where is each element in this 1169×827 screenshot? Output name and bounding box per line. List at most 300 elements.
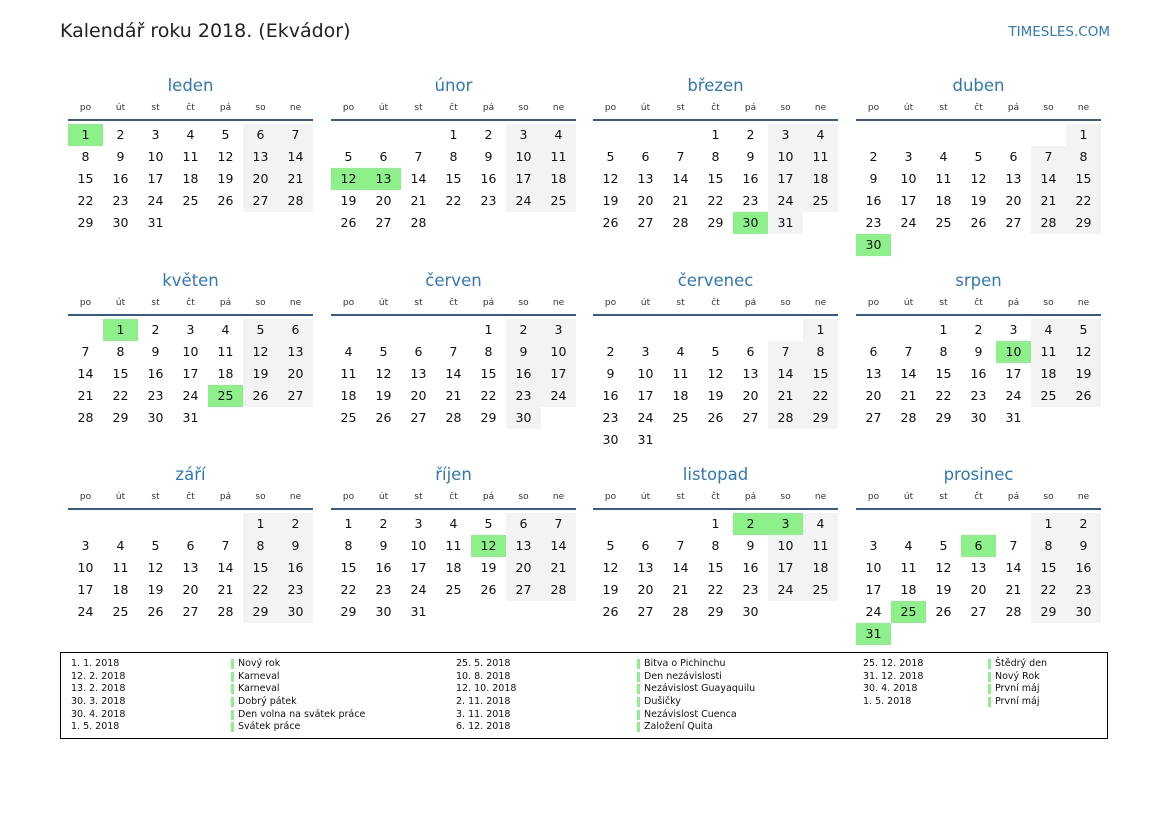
day-cell: 14 (768, 363, 803, 385)
day-cell: 27 (742, 410, 759, 425)
day-cell: 25 (672, 410, 689, 425)
day-cell: 14 (77, 366, 94, 381)
day-cell: 29 (340, 604, 357, 619)
day-cell: 4 (541, 124, 576, 146)
day-cell: 20 (637, 193, 654, 208)
day-cell: 5 (1066, 319, 1101, 341)
day-cell: 24 (768, 190, 803, 212)
legend-date: 2. 11. 2018 (456, 696, 511, 708)
legend-date: 1. 5. 2018 (863, 696, 912, 708)
weekday-label: po (342, 298, 355, 308)
legend-holiday-name: Založení Quita (637, 721, 755, 734)
weekday-label: pá (1007, 103, 1020, 113)
day-cell: 7 (768, 341, 803, 363)
weekday-label: pá (482, 103, 495, 113)
holiday-day: 1 (103, 319, 138, 341)
day-cell: 24 (410, 582, 427, 597)
day-cell: 20 (1005, 193, 1022, 208)
page-title: Kalendář roku 2018. (Ekvádor) (60, 20, 351, 42)
day-cell: 12 (375, 366, 392, 381)
day-cell: 27 (637, 215, 654, 230)
weekday-header (856, 294, 1101, 316)
empty-cell (733, 319, 768, 341)
day-cell: 3 (1009, 322, 1018, 337)
day-cell: 3 (506, 124, 541, 146)
weekday-label: pá (744, 103, 757, 113)
day-cell: 5 (606, 149, 615, 164)
weekday-label: čt (449, 298, 458, 308)
day-cell: 11 (445, 538, 462, 553)
empty-cell (138, 513, 173, 535)
day-cell: 16 (480, 171, 497, 186)
day-cell: 1 (449, 127, 458, 142)
day-cell: 29 (77, 215, 94, 230)
weekday-label: po (604, 298, 617, 308)
weekday-label: ne (289, 492, 302, 502)
day-cell: 29 (803, 407, 838, 429)
day-cell: 28 (541, 579, 576, 601)
day-cell: 22 (340, 582, 357, 597)
day-cell: 26 (602, 604, 619, 619)
legend-holiday-name: Svátek práce (231, 721, 365, 734)
day-cell: 10 (865, 560, 882, 575)
day-cell: 28 (900, 410, 917, 425)
day-cell: 31 (147, 215, 164, 230)
day-cell: 5 (344, 149, 353, 164)
weekday-header (68, 488, 313, 510)
day-cell: 14 (217, 560, 234, 575)
day-cell: 17 (865, 582, 882, 597)
day-cell: 17 (768, 557, 803, 579)
day-cell: 1 (1066, 124, 1101, 146)
day-cell: 15 (480, 366, 497, 381)
day-cell: 3 (541, 319, 576, 341)
month-name: leden (167, 76, 214, 95)
day-cell: 7 (221, 538, 230, 553)
day-cell: 28 (445, 410, 462, 425)
day-cell: 4 (221, 322, 230, 337)
day-cell: 17 (182, 366, 199, 381)
empty-cell (856, 319, 891, 341)
day-cell: 10 (182, 344, 199, 359)
day-cell: 2 (116, 127, 125, 142)
weekday-header (331, 488, 576, 510)
day-cell: 14 (445, 366, 462, 381)
holiday-day: 3 (768, 513, 803, 535)
day-cell: 18 (182, 171, 199, 186)
day-cell: 24 (506, 190, 541, 212)
day-cell: 24 (182, 388, 199, 403)
day-cell: 27 (243, 190, 278, 212)
day-cell: 1 (803, 319, 838, 341)
day-grid (856, 124, 1101, 256)
weekday-label: út (115, 103, 126, 113)
day-cell: 29 (707, 604, 724, 619)
day-cell: 9 (606, 366, 615, 381)
day-cell: 28 (1005, 604, 1022, 619)
day-cell: 21 (1031, 190, 1066, 212)
day-cell: 11 (803, 146, 838, 168)
legend-holiday-name: První máj (988, 696, 1047, 709)
day-cell: 21 (77, 388, 94, 403)
day-cell: 11 (1031, 341, 1066, 363)
month-name: březen (687, 76, 744, 95)
empty-cell (208, 513, 243, 535)
day-cell: 13 (637, 171, 654, 186)
weekday-label: út (378, 492, 389, 502)
legend-holiday-name: Den nezávislosti (637, 671, 755, 684)
holiday-legend (60, 652, 1108, 739)
month-name: červenec (677, 271, 754, 290)
empty-cell (961, 124, 996, 146)
day-cell: 18 (217, 366, 234, 381)
empty-cell (628, 319, 663, 341)
weekday-label: po (342, 492, 355, 502)
day-cell: 14 (1031, 168, 1066, 190)
day-cell: 28 (672, 604, 689, 619)
empty-cell (891, 319, 926, 341)
day-cell: 4 (803, 124, 838, 146)
weekday-label: ne (1077, 298, 1090, 308)
day-cell: 14 (410, 171, 427, 186)
weekday-label: út (378, 103, 389, 113)
day-cell: 30 (112, 215, 129, 230)
day-cell: 27 (970, 604, 987, 619)
day-cell: 22 (77, 193, 94, 208)
weekday-label: st (676, 298, 685, 308)
day-cell: 18 (672, 388, 689, 403)
day-cell: 16 (375, 560, 392, 575)
weekday-label: út (640, 298, 651, 308)
day-cell: 8 (344, 538, 353, 553)
empty-cell (891, 513, 926, 535)
weekday-label: po (867, 298, 880, 308)
weekday-label: ne (814, 492, 827, 502)
month-name: duben (952, 76, 1005, 95)
legend-date: 30. 3. 2018 (71, 696, 126, 708)
day-cell: 26 (602, 215, 619, 230)
day-cell: 3 (414, 516, 423, 531)
month-únor (331, 73, 576, 234)
day-cell: 27 (182, 604, 199, 619)
day-cell: 11 (217, 344, 234, 359)
day-cell: 13 (410, 366, 427, 381)
weekday-label: čt (186, 103, 195, 113)
month-leden (68, 73, 313, 234)
weekday-label: pá (1007, 298, 1020, 308)
day-cell: 24 (637, 410, 654, 425)
day-cell: 22 (707, 582, 724, 597)
day-cell: 9 (116, 149, 125, 164)
legend-holiday-name: Nový rok (231, 658, 365, 671)
legend-holiday-name: Dušičky (637, 696, 755, 709)
day-cell: 29 (707, 215, 724, 230)
day-cell: 25 (935, 215, 952, 230)
weekday-label: po (867, 492, 880, 502)
month-srpen (856, 268, 1101, 429)
day-cell: 24 (147, 193, 164, 208)
day-cell: 11 (803, 535, 838, 557)
empty-cell (366, 124, 401, 146)
day-cell: 6 (1009, 149, 1018, 164)
weekday-label: po (604, 492, 617, 502)
weekday-label: so (255, 103, 266, 113)
day-cell: 25 (182, 193, 199, 208)
day-grid (68, 319, 313, 429)
empty-cell (68, 319, 103, 341)
day-cell: 16 (602, 388, 619, 403)
day-cell: 8 (116, 344, 125, 359)
day-cell: 6 (506, 513, 541, 535)
empty-cell (768, 319, 803, 341)
day-cell: 19 (375, 388, 392, 403)
legend-names-column (637, 658, 755, 734)
day-cell: 25 (803, 579, 838, 601)
weekday-label: pá (744, 492, 757, 502)
day-cell: 11 (340, 366, 357, 381)
legend-holiday-name: Štědrý den (988, 658, 1047, 671)
day-grid (856, 513, 1101, 645)
day-cell: 26 (707, 410, 724, 425)
day-cell: 2 (606, 344, 615, 359)
empty-cell (331, 319, 366, 341)
weekday-header (331, 99, 576, 121)
weekday-label: pá (219, 103, 232, 113)
day-cell: 8 (939, 344, 948, 359)
day-cell: 13 (970, 560, 987, 575)
day-cell: 26 (1066, 385, 1101, 407)
day-cell: 8 (803, 341, 838, 363)
legend-names-column (988, 658, 1047, 709)
day-cell: 19 (340, 193, 357, 208)
empty-cell (891, 124, 926, 146)
day-cell: 31 (1005, 410, 1022, 425)
day-cell: 23 (970, 388, 987, 403)
day-cell: 6 (641, 149, 650, 164)
day-cell: 5 (711, 344, 720, 359)
day-cell: 4 (449, 516, 458, 531)
weekday-label: st (151, 103, 160, 113)
day-cell: 3 (151, 127, 160, 142)
day-cell: 18 (541, 168, 576, 190)
empty-cell (926, 513, 961, 535)
day-cell: 18 (340, 388, 357, 403)
weekday-label: čt (449, 492, 458, 502)
day-cell: 22 (803, 385, 838, 407)
empty-cell (663, 124, 698, 146)
day-cell: 19 (707, 388, 724, 403)
day-cell: 23 (112, 193, 129, 208)
day-cell: 4 (1031, 319, 1066, 341)
day-cell: 21 (672, 193, 689, 208)
weekday-label: čt (711, 492, 720, 502)
day-grid (593, 513, 838, 623)
day-cell: 21 (410, 193, 427, 208)
day-cell: 10 (768, 146, 803, 168)
day-cell: 20 (278, 363, 313, 385)
empty-cell (856, 124, 891, 146)
month-name: únor (434, 76, 473, 95)
day-cell: 7 (1009, 538, 1018, 553)
month-květen (68, 268, 313, 429)
day-cell: 8 (81, 149, 90, 164)
day-cell: 30 (147, 410, 164, 425)
weekday-label: so (255, 492, 266, 502)
day-cell: 23 (602, 410, 619, 425)
legend-date: 25. 12. 2018 (863, 658, 924, 669)
day-cell: 17 (637, 388, 654, 403)
weekday-label: po (867, 103, 880, 113)
legend-date: 1. 5. 2018 (71, 721, 120, 733)
day-cell: 26 (935, 604, 952, 619)
day-cell: 1 (711, 127, 720, 142)
day-cell: 15 (1031, 557, 1066, 579)
day-cell: 6 (641, 538, 650, 553)
day-cell: 15 (935, 366, 952, 381)
day-cell: 31 (768, 212, 803, 234)
weekday-label: ne (1077, 103, 1090, 113)
weekday-label: čt (186, 492, 195, 502)
day-cell: 9 (151, 344, 160, 359)
day-cell: 18 (900, 582, 917, 597)
day-cell: 12 (935, 560, 952, 575)
month-name: září (175, 465, 206, 484)
day-cell: 27 (278, 385, 313, 407)
weekday-label: so (780, 103, 791, 113)
month-name: prosinec (943, 465, 1014, 484)
day-cell: 20 (637, 582, 654, 597)
day-cell: 21 (1005, 582, 1022, 597)
weekday-label: so (780, 492, 791, 502)
day-cell: 31 (410, 604, 427, 619)
day-cell: 10 (541, 341, 576, 363)
day-cell: 23 (742, 193, 759, 208)
day-cell: 30 (742, 604, 759, 619)
day-cell: 6 (746, 344, 755, 359)
day-cell: 15 (445, 171, 462, 186)
weekday-label: so (1043, 298, 1054, 308)
day-cell: 9 (746, 538, 755, 553)
empty-cell (698, 319, 733, 341)
day-cell: 4 (116, 538, 125, 553)
day-cell: 24 (77, 604, 94, 619)
day-cell: 18 (1031, 363, 1066, 385)
day-grid (331, 124, 576, 234)
day-cell: 9 (869, 171, 878, 186)
day-cell: 17 (77, 582, 94, 597)
holiday-day: 12 (471, 535, 506, 557)
day-cell: 29 (1066, 212, 1101, 234)
day-cell: 24 (1005, 388, 1022, 403)
day-cell: 15 (243, 557, 278, 579)
day-cell: 20 (865, 388, 882, 403)
weekday-label: pá (482, 298, 495, 308)
day-cell: 23 (278, 579, 313, 601)
weekday-label: út (903, 298, 914, 308)
day-cell: 6 (869, 344, 878, 359)
day-cell: 29 (1031, 601, 1066, 623)
weekday-label: út (115, 492, 126, 502)
weekday-label: čt (974, 492, 983, 502)
day-cell: 29 (935, 410, 952, 425)
holiday-day: 25 (208, 385, 243, 407)
day-cell: 30 (506, 407, 541, 429)
day-cell: 17 (506, 168, 541, 190)
weekday-header (331, 294, 576, 316)
weekday-label: so (780, 298, 791, 308)
day-cell: 7 (1031, 146, 1066, 168)
day-cell: 10 (637, 366, 654, 381)
day-cell: 11 (112, 560, 129, 575)
day-cell: 5 (606, 538, 615, 553)
day-cell: 19 (1066, 363, 1101, 385)
day-cell: 2 (506, 319, 541, 341)
day-cell: 11 (672, 366, 689, 381)
day-cell: 22 (707, 193, 724, 208)
day-cell: 19 (602, 193, 619, 208)
legend-date: 10. 8. 2018 (456, 670, 511, 682)
weekday-label: po (79, 298, 92, 308)
day-cell: 12 (602, 171, 619, 186)
empty-cell (103, 513, 138, 535)
holiday-day: 13 (366, 168, 401, 190)
day-cell: 28 (672, 215, 689, 230)
weekday-label: út (903, 103, 914, 113)
day-cell: 22 (1066, 190, 1101, 212)
day-cell: 27 (375, 215, 392, 230)
day-cell: 25 (803, 190, 838, 212)
day-cell: 17 (147, 171, 164, 186)
legend-date: 1. 1. 2018 (71, 658, 120, 669)
day-grid (593, 319, 838, 451)
day-cell: 4 (676, 344, 685, 359)
site-link[interactable]: TIMESLES.COM (1008, 24, 1110, 40)
day-cell: 26 (147, 604, 164, 619)
legend-date: 13. 2. 2018 (71, 683, 126, 695)
empty-cell (173, 513, 208, 535)
month-listopad (593, 462, 838, 623)
weekday-label: po (79, 492, 92, 502)
day-cell: 9 (484, 149, 493, 164)
day-cell: 16 (278, 557, 313, 579)
weekday-label: ne (814, 103, 827, 113)
day-cell: 19 (243, 363, 278, 385)
day-cell: 6 (414, 344, 423, 359)
weekday-label: čt (186, 298, 195, 308)
day-cell: 23 (865, 215, 882, 230)
holiday-day: 25 (891, 601, 926, 623)
day-cell: 13 (865, 366, 882, 381)
day-cell: 16 (147, 366, 164, 381)
weekday-label: so (255, 298, 266, 308)
day-cell: 13 (278, 341, 313, 363)
month-červenec (593, 268, 838, 451)
day-cell: 7 (541, 513, 576, 535)
day-cell: 8 (1066, 146, 1101, 168)
weekday-label: po (604, 103, 617, 113)
day-cell: 28 (217, 604, 234, 619)
day-grid (593, 124, 838, 234)
weekday-header (593, 488, 838, 510)
day-cell: 18 (445, 560, 462, 575)
day-cell: 15 (707, 171, 724, 186)
day-cell: 30 (1066, 601, 1101, 623)
weekday-label: út (640, 492, 651, 502)
day-cell: 25 (445, 582, 462, 597)
holiday-day: 6 (961, 535, 996, 557)
day-cell: 21 (672, 582, 689, 597)
month-name: říjen (435, 465, 472, 484)
